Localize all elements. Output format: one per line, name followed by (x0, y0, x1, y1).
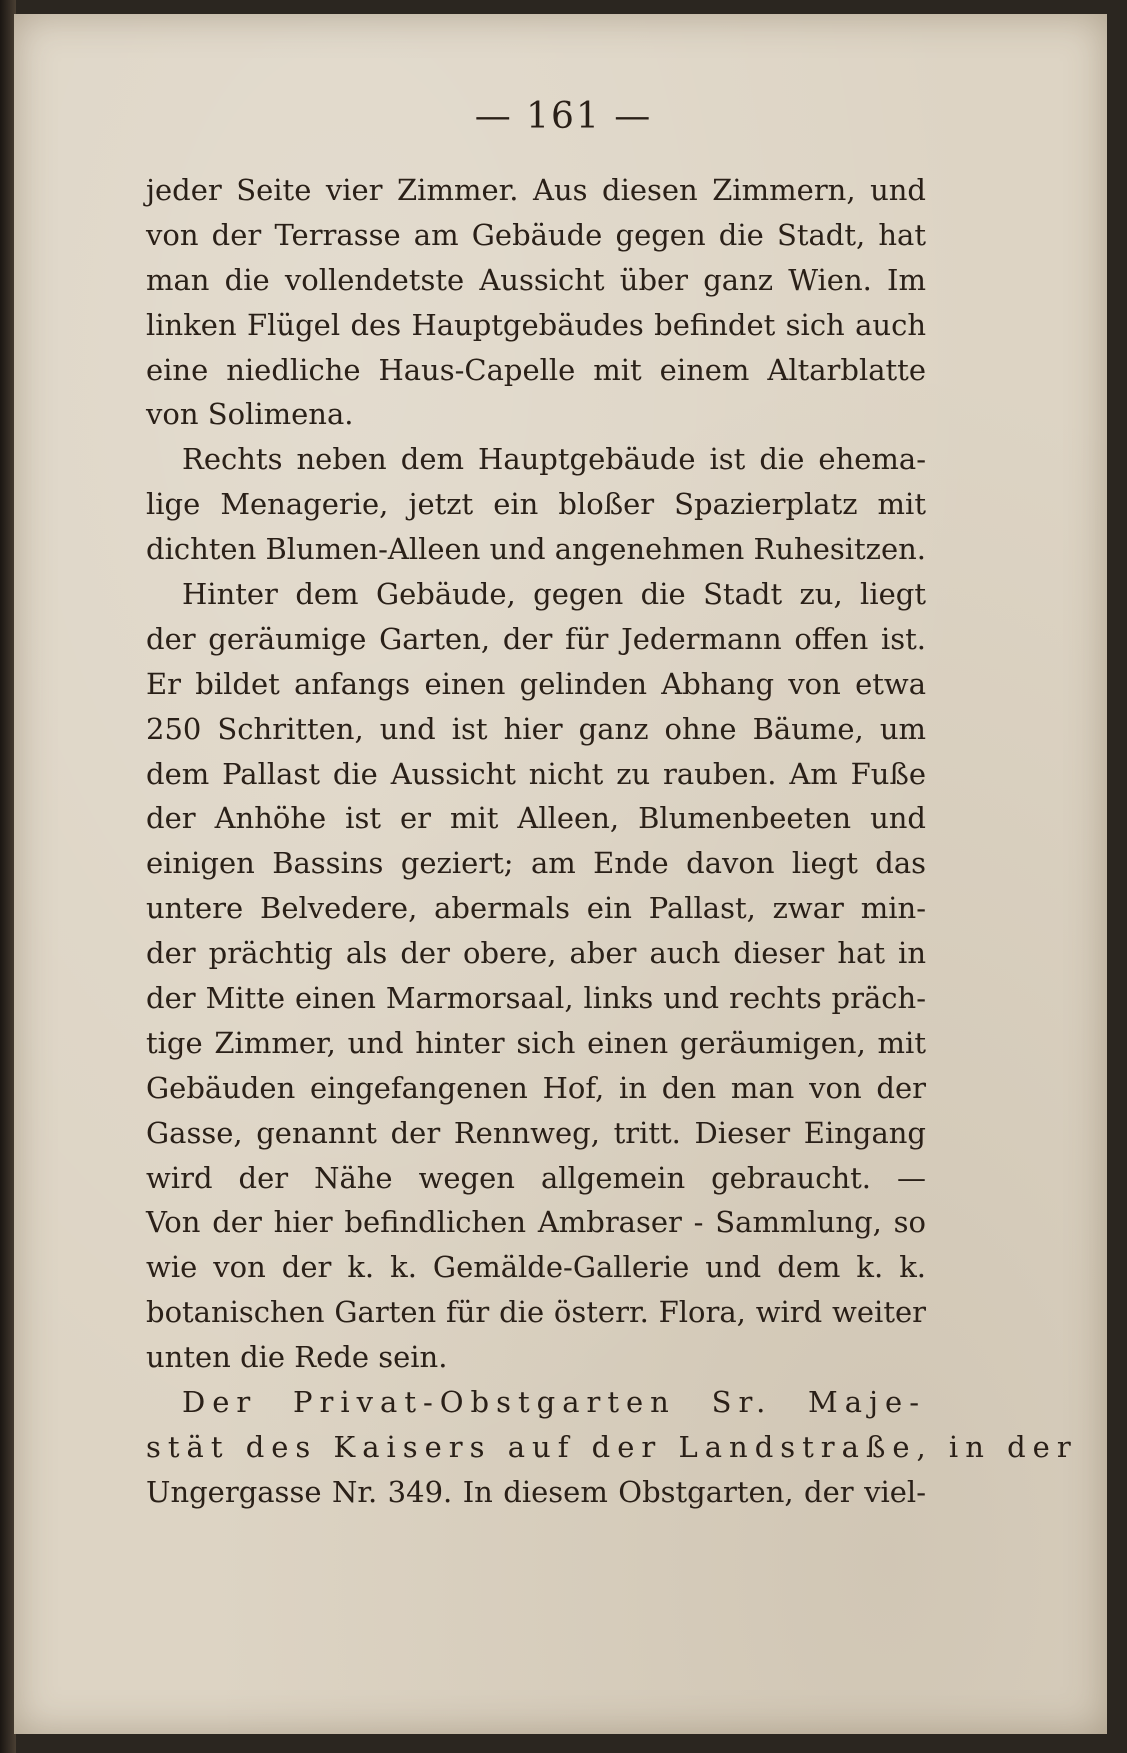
text-line: dichten Blumen-Alleen und angenehmen Ruhesitzen. (146, 532, 926, 567)
text-line: eine niedliche Haus-Capelle mit einem Altarblatte (146, 352, 926, 387)
text-line: man die vollendetste Aussicht über ganz Wien. Im (146, 262, 926, 297)
text-line: unten die Rede sein. (146, 1340, 448, 1375)
text-line: 250 Schritten, und ist hier ganz ohne Bäume, um (146, 711, 926, 746)
text-line: tige Zimmer, und hinter sich einen geräumigen, mit (146, 1025, 926, 1060)
text-line: der prächtig als der obere, aber auch dieser hat in (146, 936, 926, 971)
text-line: der geräumige Garten, der für Jedermann offen ist. (146, 621, 926, 656)
text-line: Gebäuden eingefangenen Hof, in den man von der (146, 1070, 926, 1105)
text-line: Von der hier befindlichen Ambraser - Sammlung, so (146, 1205, 926, 1240)
body-text (146, 168, 1078, 1515)
text-line: linken Flügel des Hauptgebäudes befindet sich auch (146, 307, 926, 342)
text-line: dem Pallast die Aussicht nicht zu rauben. Am Fuße (146, 756, 926, 791)
text-line: jeder Seite vier Zimmer. Aus diesen Zimmern, und (146, 173, 926, 207)
text-line: der Mitte einen Marmorsaal, links und rechts präch- (146, 981, 926, 1016)
text-line: von der Terrasse am Gebäude gegen die Stadt, hat (146, 217, 926, 252)
text-line: von Solimena. (146, 397, 354, 432)
text-line: lige Menagerie, jetzt ein bloßer Spazierplatz mit (146, 487, 926, 522)
text-line: wie von der k. k. Gemälde-Gallerie und dem k. k. (146, 1250, 926, 1285)
text-line: Gasse, genannt der Rennweg, tritt. Dieser Eingang (146, 1115, 926, 1150)
text-line: botanischen Garten für die österr. Flora, wird weiter (146, 1295, 926, 1330)
text-line: Rechts neben dem Hauptgebäude ist die ehema- (182, 442, 926, 477)
text-line: untere Belvedere, abermals ein Pallast, zwar min- (146, 891, 926, 926)
text-line: einigen Bassins geziert; am Ende davon liegt das (146, 846, 926, 881)
page-header: — 161 — (474, 96, 653, 137)
text-line: Ungergasse Nr. 349. In diesem Obstgarten, der viel- (146, 1474, 926, 1509)
text-line: wird der Nähe wegen allgemein gebraucht. — (146, 1160, 926, 1195)
text-line: der Anhöhe ist er mit Alleen, Blumenbeeten und (146, 801, 926, 836)
text-line: stät des Kaisers auf der Landstraße, in der (146, 1429, 1078, 1464)
text-line: Hinter dem Gebäude, gegen die Stadt zu, liegt (182, 577, 926, 612)
text-line: Der Privat-Obstgarten Sr. Maje- (182, 1385, 926, 1420)
text-line: Er bildet anfangs einen gelinden Abhang von etwa (146, 666, 926, 701)
